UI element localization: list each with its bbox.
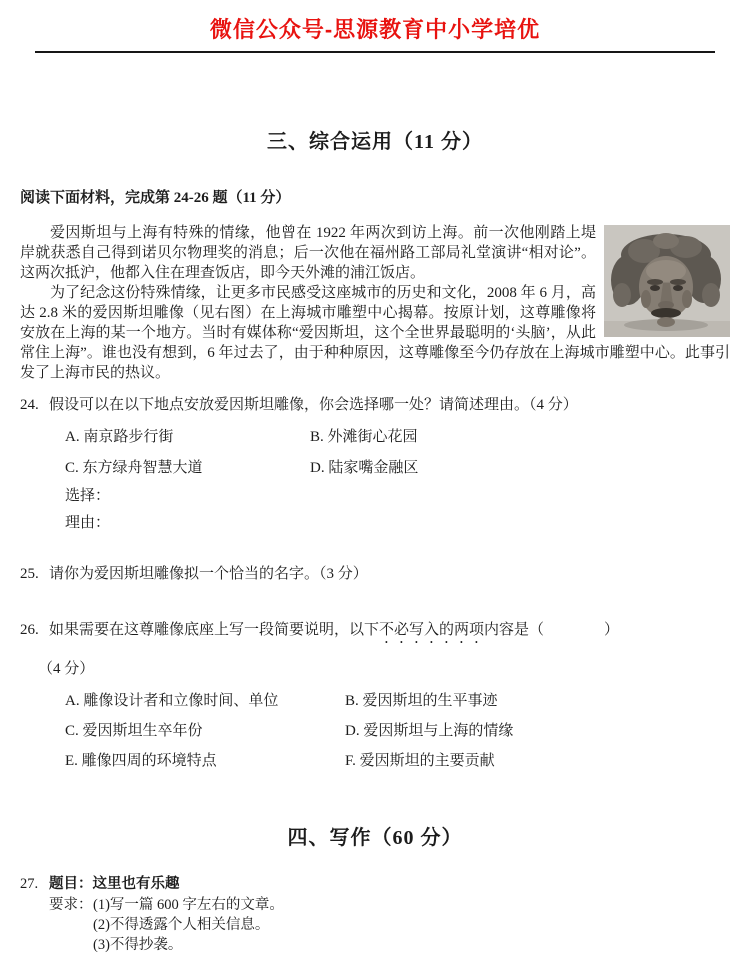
q26-option-e: E. 雕像四周的环境特点 xyxy=(65,753,217,769)
q27-essay-title: 题目：这里也有乐趣 xyxy=(49,876,180,892)
q24-option-a: A. 南京路步行街 xyxy=(65,429,174,445)
question-24-number: 24. xyxy=(20,397,39,413)
q26-option-c: C. 爱因斯坦生卒年份 xyxy=(65,723,203,739)
material-paragraph-2: 为了纪念这份特殊情缘，让更多市民感受这座城市的历史和文化，2008 年 6 月，高达 2.8 米的爱因斯坦雕像（见右图）在上海城市雕塑中心揭幕。按原计划，这尊雕像将安放在上海的某一个地方。当时有媒体称“爱因斯坦，这个全世界最聪明的‘头脑’，从此常住上海”。谁也没有想到，6 年过去了，由于种种原因，这尊雕像至今仍存放在上海城市雕塑中心。此事引发了上海市民的热议。 xyxy=(20,285,730,381)
q26-option-b: B. 爱因斯坦的生平事迹 xyxy=(345,693,498,709)
q26-score: （4 分） xyxy=(38,661,95,677)
q27-requirements-list xyxy=(93,895,284,955)
question-27-body xyxy=(49,874,730,955)
question-25 xyxy=(20,565,730,584)
question-25-number: 25. xyxy=(20,566,39,582)
q26-option-a: A. 雕像设计者和立像时间、单位 xyxy=(65,693,279,709)
q26-text-emphasized: 不必写入的两项 xyxy=(379,622,485,638)
section3-title: 三、综合运用（11 分） xyxy=(267,131,483,153)
question-26 xyxy=(20,621,730,647)
page-title: 微信公众号-思源教育中小学培优 xyxy=(209,17,541,42)
q24-option-d: D. 陆家嘴金融区 xyxy=(310,460,419,476)
q27-requirements-label: 要求： xyxy=(49,897,93,913)
section4-title: 四、写作（60 分） xyxy=(287,827,463,849)
question-24 xyxy=(20,396,730,415)
question-24-text: 假设可以在以下地点安放爱因斯坦雕像，你会选择哪一处？请简述理由。（4 分） xyxy=(49,397,578,413)
q26-text-before: 如果需要在这尊雕像底座上写一段简要说明，以下 xyxy=(49,622,380,638)
q26-option-f: F. 爱因斯坦的主要贡献 xyxy=(345,753,495,769)
q27-requirements xyxy=(49,895,730,955)
q24-option-b: B. 外滩街心花园 xyxy=(310,429,418,445)
einstein-statue-illustration xyxy=(604,225,730,337)
q27-requirement-3: (3)不得抄袭。 xyxy=(93,937,183,953)
q24-reason-blank: 理由： xyxy=(65,515,111,531)
q26-text-after: 内容是（ ） xyxy=(484,622,620,638)
reading-instruction: 阅读下面材料，完成第 24-26 题（11 分） xyxy=(20,190,291,206)
question-26-number: 26. xyxy=(20,622,39,638)
einstein-statue-image xyxy=(604,225,730,337)
question-26-options xyxy=(65,692,750,771)
question-27 xyxy=(20,874,730,955)
question-27-number: 27. xyxy=(20,876,39,892)
q24-option-c: C. 东方绿舟智慧大道 xyxy=(65,460,203,476)
question-24-options xyxy=(65,428,750,478)
question-26-text xyxy=(49,621,730,647)
question-25-text: 请你为爱因斯坦雕像拟一个恰当的名字。（3 分） xyxy=(49,566,368,582)
material-paragraph-1: 爱因斯坦与上海有特殊的情缘，他曾在 1922 年两次到访上海。前一次他刚踏上堤岸就获悉自己得到诺贝尔物理奖的消息；后一次他在福州路工部局礼堂演讲“相对论”。这两次抵沪，他都入住在理查饭店，即今天外滩的浦江饭店。 xyxy=(20,225,596,281)
q24-choice-blank: 选择： xyxy=(65,488,111,504)
reading-material xyxy=(20,223,730,383)
q27-requirement-2: (2)不得透露个人相关信息。 xyxy=(93,917,270,933)
q27-requirement-1: (1)写一篇 600 字左右的文章。 xyxy=(93,897,284,913)
header-divider xyxy=(35,51,715,53)
q26-option-d: D. 爱因斯坦与上海的情缘 xyxy=(345,723,514,739)
